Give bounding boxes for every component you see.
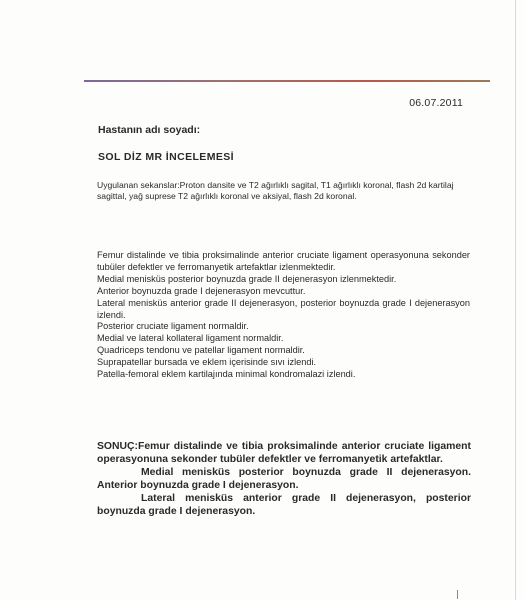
patient-name-label: Hastanın adı soyadı: bbox=[98, 124, 201, 136]
finding-line: Quadriceps tendonu ve patellar ligament normaldir. bbox=[97, 345, 305, 356]
finding-line: Femur distalinde ve tibia proksimalinde anterior cruciate ligament operasyonuna sekonder tubüler defektler ve ferromanyetik artefaktlar izlenmektedir. bbox=[97, 250, 470, 272]
report-date: 06.07.2011 bbox=[409, 97, 463, 109]
finding-line: Patella-femoral eklem kartilajında minimal kondromalazi izlendi. bbox=[97, 369, 356, 380]
finding-line: Medial ve lateral kollateral ligament normaldir. bbox=[97, 333, 284, 344]
finding-line: Lateral menisküs anterior grade II dejenerasyon, posterior boynuzda grade I dejenerasyon izlendi. bbox=[97, 297, 470, 320]
sequences-paragraph: Uygulanan sekanslar:Proton dansite ve T2 ağırlıklı sagital, T1 ağırlıklı koronal, flash 2d kartilaj sagittal, yağ suprese T2 ağırlıklı koronal ve aksiyal, flash 2d koronal. bbox=[97, 180, 454, 202]
header-rule bbox=[84, 80, 490, 82]
page-edge bbox=[515, 0, 516, 600]
finding-line: Posterior cruciate ligament normaldir. bbox=[97, 321, 249, 332]
conclusion-paragraph: Medial menisküs posterior boynuzda grade II dejenerasyon. Anterior boynuzda grade I dejenerasyon. bbox=[97, 467, 471, 492]
conclusion-section bbox=[97, 440, 471, 519]
findings-section bbox=[97, 250, 470, 381]
finding-line: Medial menisküs posterior boynuzda grade II dejenerasyon izlenmektedir. bbox=[97, 273, 397, 284]
finding-line: Suprapatellar bursada ve eklem içerisinde sıvı izlendi. bbox=[97, 357, 317, 368]
finding-line: Anterior boynuzda grade I dejenerasyon mevcuttur. bbox=[97, 285, 306, 296]
report-title: SOL DİZ MR İNCELEMESİ bbox=[98, 151, 234, 163]
conclusion-paragraph: Lateral menisküs anterior grade II dejenerasyon, posterior boynuzda grade I dejenerasyon. bbox=[97, 493, 471, 518]
conclusion-paragraph: SONUÇ:Femur distalinde ve tibia proksimalinde anterior cruciate ligament operasyonuna sekonder tubüler defektler ve ferromanyetik artefaktlar. bbox=[97, 441, 471, 466]
page-mark bbox=[457, 590, 458, 599]
